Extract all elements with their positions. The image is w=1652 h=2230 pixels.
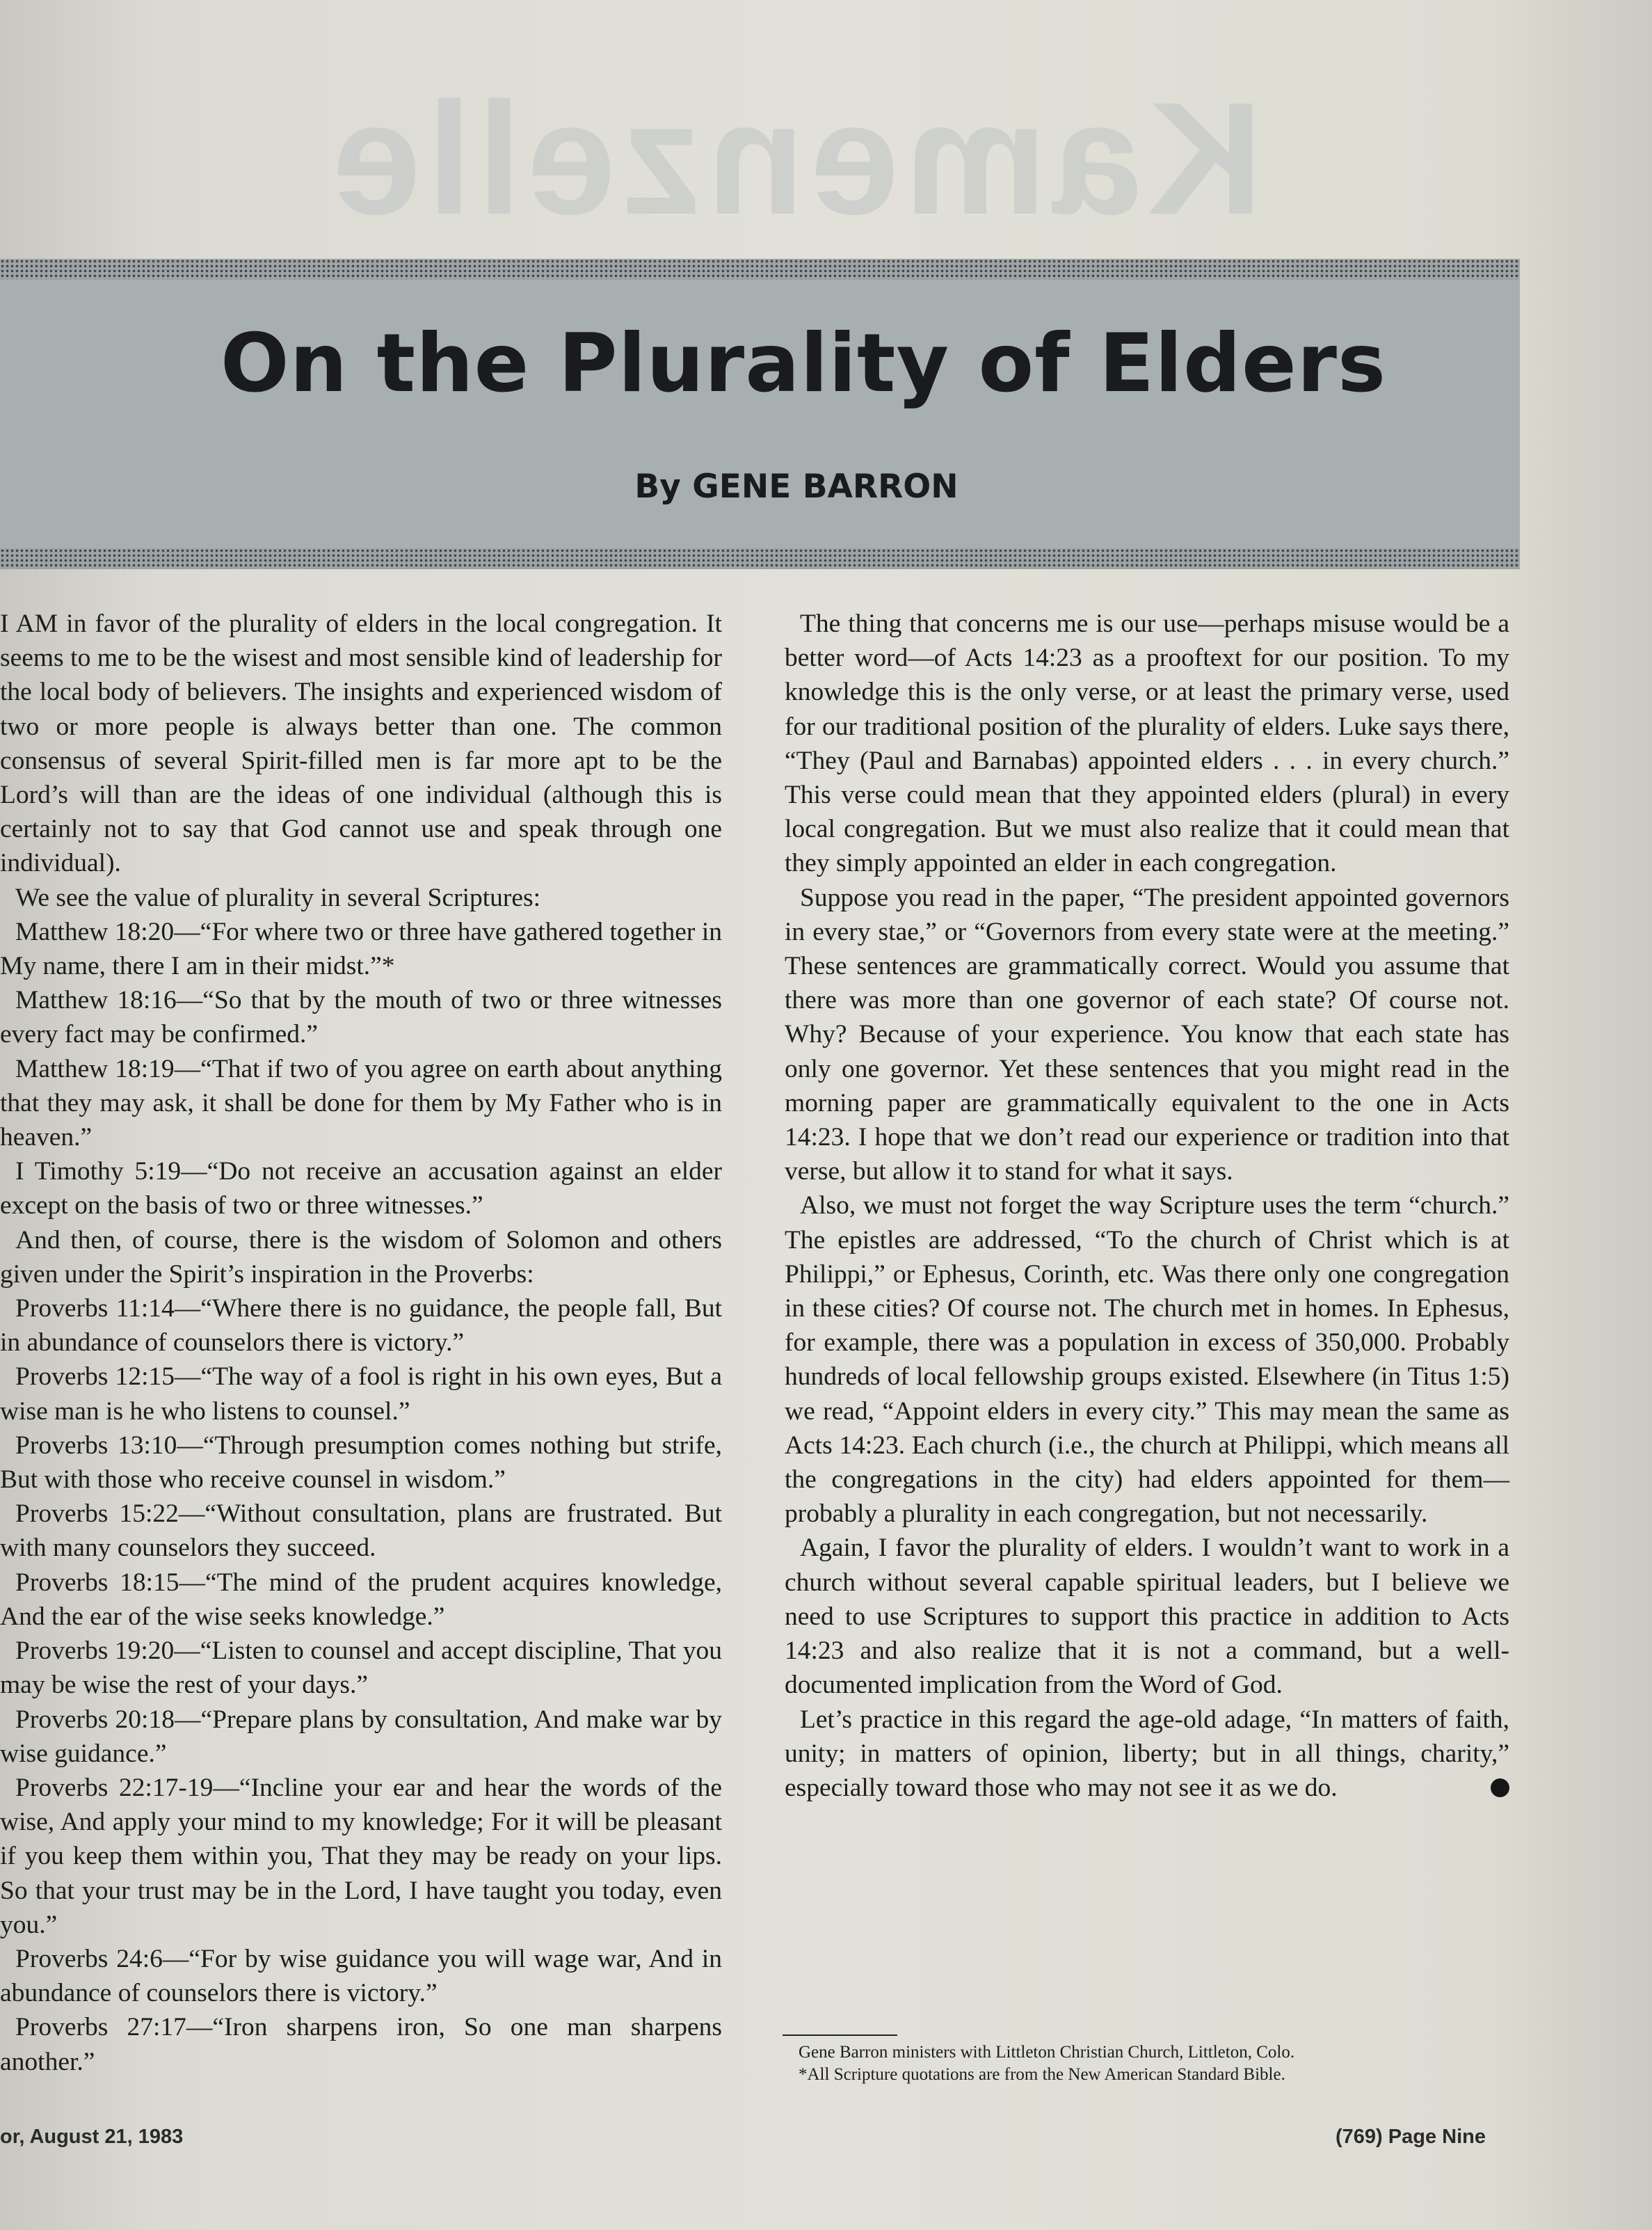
scripture-quote: Proverbs 11:14—“Where there is no guidance, the people fall, But in abundance of counselors there is victory.” (0, 1294, 722, 1357)
scripture-quote: Matthew 18:19—“That if two of you agree on earth about anything that they may ask, it shall be done for them by My Father who is in heaven.” (0, 1054, 722, 1152)
title-banner-dotted-border-top (0, 259, 1520, 280)
paragraph: Suppose you read in the paper, “The president appointed governors in every stae,” or “Governors from every state were at the meeting.” These sentences are grammatically correct. Would you assume that there was more than one governor of each state? Of course not. Why? Because of your experience. You know that each state has only one governor. Yet these sentences that you might read in the morning paper are grammatically equivalent to the one in Acts 14:23. I hope that we don’t read our experience or tradition into that verse, but allow it to stand for what it says. (785, 883, 1509, 1186)
scripture-quote: Proverbs 19:20—“Listen to counsel and accept discipline, That you may be wise the rest of your days.” (0, 1636, 722, 1700)
footnotes (799, 2041, 1529, 2086)
scripture-quote: Proverbs 20:18—“Prepare plans by consultation, And make war by wise guidance.” (0, 1705, 722, 1768)
paragraph: We see the value of plurality in several Scriptures: (15, 883, 541, 912)
footnote-rule (783, 2034, 897, 2036)
author-note: Gene Barron ministers with Littleton Christian Church, Littleton, Colo. (799, 2043, 1295, 2062)
paragraph: The thing that concerns me is our use—perhaps misuse would be a better word—of Acts 14:23 as a prooftext for our position. To my knowledge this is the only verse, or at least the primary verse, used for our traditional position of the plurality of elders. Luke says there, “They (Paul and Barnabas) appointed elders . . . in every church.” This verse could mean that they appointed elders (plural) in every local congregation. But we must also realize that it could mean that they simply appointed an elder in each congregation. (785, 610, 1509, 878)
paragraph: I AM in favor of the plurality of elders in the local congregation. It seems to me to be the wisest and most sensible kind of leadership for the local body of believers. The insights and experienced wisdom of two or more people is always better than one. The common consensus of several Spirit-filled men is far more apt to be the Lord’s will than are the ideas of one individual (although this is certainly not to say that God cannot use and speak through one individual). (0, 610, 722, 878)
footer-page-number: (769) Page Nine (1336, 2126, 1486, 2148)
scripture-quote: Proverbs 18:15—“The mind of the prudent acquires knowledge, And the ear of the wise seeks knowledge.” (0, 1568, 722, 1631)
paragraph: Again, I favor the plurality of elders. I wouldn’t want to work in a church without several capable spiritual leaders, but I believe we need to use Scriptures to support this practice in addition to Acts 14:23 and also realize that it is not a command, but a well-documented implication from the Word of God. (785, 1534, 1509, 1700)
scripture-quote: Matthew 18:16—“So that by the mouth of two or three witnesses every fact may be confirmed.” (0, 986, 722, 1049)
end-mark-icon (1491, 1778, 1509, 1797)
scripture-quote: Proverbs 13:10—“Through presumption comes nothing but strife, But with those who receive counsel in wisdom.” (0, 1431, 722, 1495)
scripture-quote: Proverbs 24:6—“For by wise guidance you will wage war, And in abundance of counselors there is victory.” (0, 1944, 722, 2008)
scripture-quote: Proverbs 22:17-19—“Incline your ear and hear the words of the wise, And apply your mind to my knowledge; For it will be pleasant if you keep them within you, That they may be ready on your lips. So that your trust may be in the Lord, I have taught you today, even you.” (0, 1773, 722, 1939)
scripture-quote: Proverbs 15:22—“Without consultation, plans are frustrated. But with many counselors they succeed. (0, 1499, 722, 1563)
paragraph: Also, we must not forget the way Scripture uses the term “church.” The epistles are addressed, “To the church of Christ which is at Philippi,” or Ephesus, Corinth, etc. Was there only one congregation in these cities? Of course not. The church met in homes. In Ephesus, for example, there was a population in excess of 350,000. Probably hundreds of local fellowship groups existed. Elsewhere (in Titus 1:5) we read, “Appoint elders in every city.” This may mean the same as Acts 14:23. Each church (i.e., the church at Philippi, which means all the congregations in the city) had elders appointed for them—probably a plurality in each congregation, but not necessarily. (785, 1191, 1509, 1529)
left-column (0, 607, 722, 2079)
scripture-quote: I Timothy 5:19—“Do not receive an accusation against an elder except on the basis of two or three witnesses.” (0, 1157, 722, 1220)
scripture-quote: Proverbs 12:15—“The way of a fool is right in his own eyes, But a wise man is he who listens to counsel.” (0, 1362, 722, 1426)
paragraph: And then, of course, there is the wisdom of Solomon and others given under the Spirit’s inspiration in the Proverbs: (0, 1225, 722, 1289)
show-through-ghost-text: Kamenzelle (327, 69, 1263, 248)
scripture-note: *All Scripture quotations are from the New American Standard Bible. (799, 2065, 1285, 2084)
footer-date: or, August 21, 1983 (0, 2126, 184, 2148)
closing-paragraph-text: Let’s practice in this regard the age-old adage, “In matters of faith, unity; in matters of opinion, liberty; but in all things, charity,” especially toward those who may not see it as we do. (785, 1705, 1509, 1802)
scripture-quote: Proverbs 27:17—“Iron sharpens iron, So one man sharpens another.” (0, 2013, 722, 2076)
article-byline: By GENE BARRON (634, 468, 959, 506)
right-column (785, 607, 1509, 1805)
title-banner-dotted-border-bottom (0, 548, 1520, 569)
article-title: On the Plurality of Elders (220, 317, 1386, 411)
scripture-quote: Matthew 18:20—“For where two or three have gathered together in My name, there I am in their midst.”* (0, 917, 722, 981)
closing-paragraph (785, 1703, 1509, 1806)
